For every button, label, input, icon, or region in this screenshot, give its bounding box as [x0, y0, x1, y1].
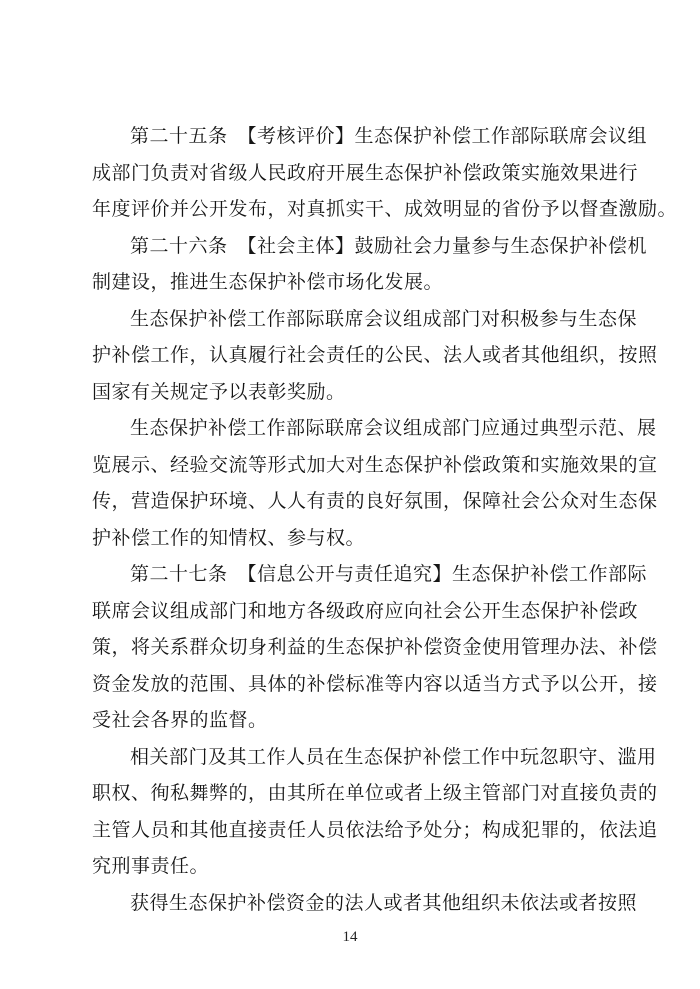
text-line: 相关部门及其工作人员在生态保护补偿工作中玩忽职守、滥用 — [130, 745, 657, 768]
text-line: 联席会议组成部门和地方各级政府应向社会公开生态保护补偿政 — [92, 599, 639, 622]
text-line: 生态保护补偿工作部际联席会议组成部门对积极参与生态保 — [130, 307, 638, 330]
page-number: 14 — [342, 929, 358, 945]
text-line: 策，将关系群众切身利益的生态保护补偿资金使用管理办法、补偿 — [92, 636, 658, 658]
text-line: 年度评价并公开发布，对真抓实干、成效明显的省份予以督查激励。 — [92, 198, 678, 220]
text-line: 受社会各界的监督。 — [92, 709, 268, 731]
text-line: 究刑事责任。 — [92, 855, 210, 877]
text-line: 护补偿工作，认真履行社会责任的公民、法人或者其他组织，按照 — [92, 344, 658, 366]
text-line: 资金发放的范围、具体的补偿标准等内容以适当方式予以公开，接 — [92, 672, 658, 695]
text-line: 第二十七条 【信息公开与责任追究】生态保护补偿工作部际 — [130, 563, 648, 585]
text-line: 第二十六条 【社会主体】鼓励社会力量参与生态保护补偿机 — [130, 234, 648, 257]
text-line: 成部门负责对省级人民政府开展生态保护补偿政策实施效果进行 — [92, 161, 639, 184]
text-line: 览展示、经验交流等形式加大对生态保护补偿政策和实施效果的宣 — [92, 453, 658, 476]
text-line: 第二十五条 【考核评价】生态保护补偿工作部际联席会议组 — [130, 125, 648, 147]
text-line: 获得生态保护补偿资金的法人或者其他组织未依法或者按照 — [130, 891, 638, 914]
text-line: 护补偿工作的知情权、参与权。 — [92, 526, 366, 549]
text-line: 职权、徇私舞弊的，由其所在单位或者上级主管部门对直接负责的 — [92, 782, 658, 804]
text-line: 国家有关规定予以表彰奖励。 — [92, 380, 346, 403]
text-line: 制建设，推进生态保护补偿市场化发展。 — [92, 271, 444, 293]
text-line: 生态保护补偿工作部际联席会议组成部门应通过典型示范、展 — [130, 417, 657, 439]
text-line: 传，营造保护环境、人人有责的良好氛围，保障社会公众对生态保 — [92, 490, 658, 512]
text-line: 主管人员和其他直接责任人员依法给予处分；构成犯罪的，依法追 — [92, 818, 658, 841]
